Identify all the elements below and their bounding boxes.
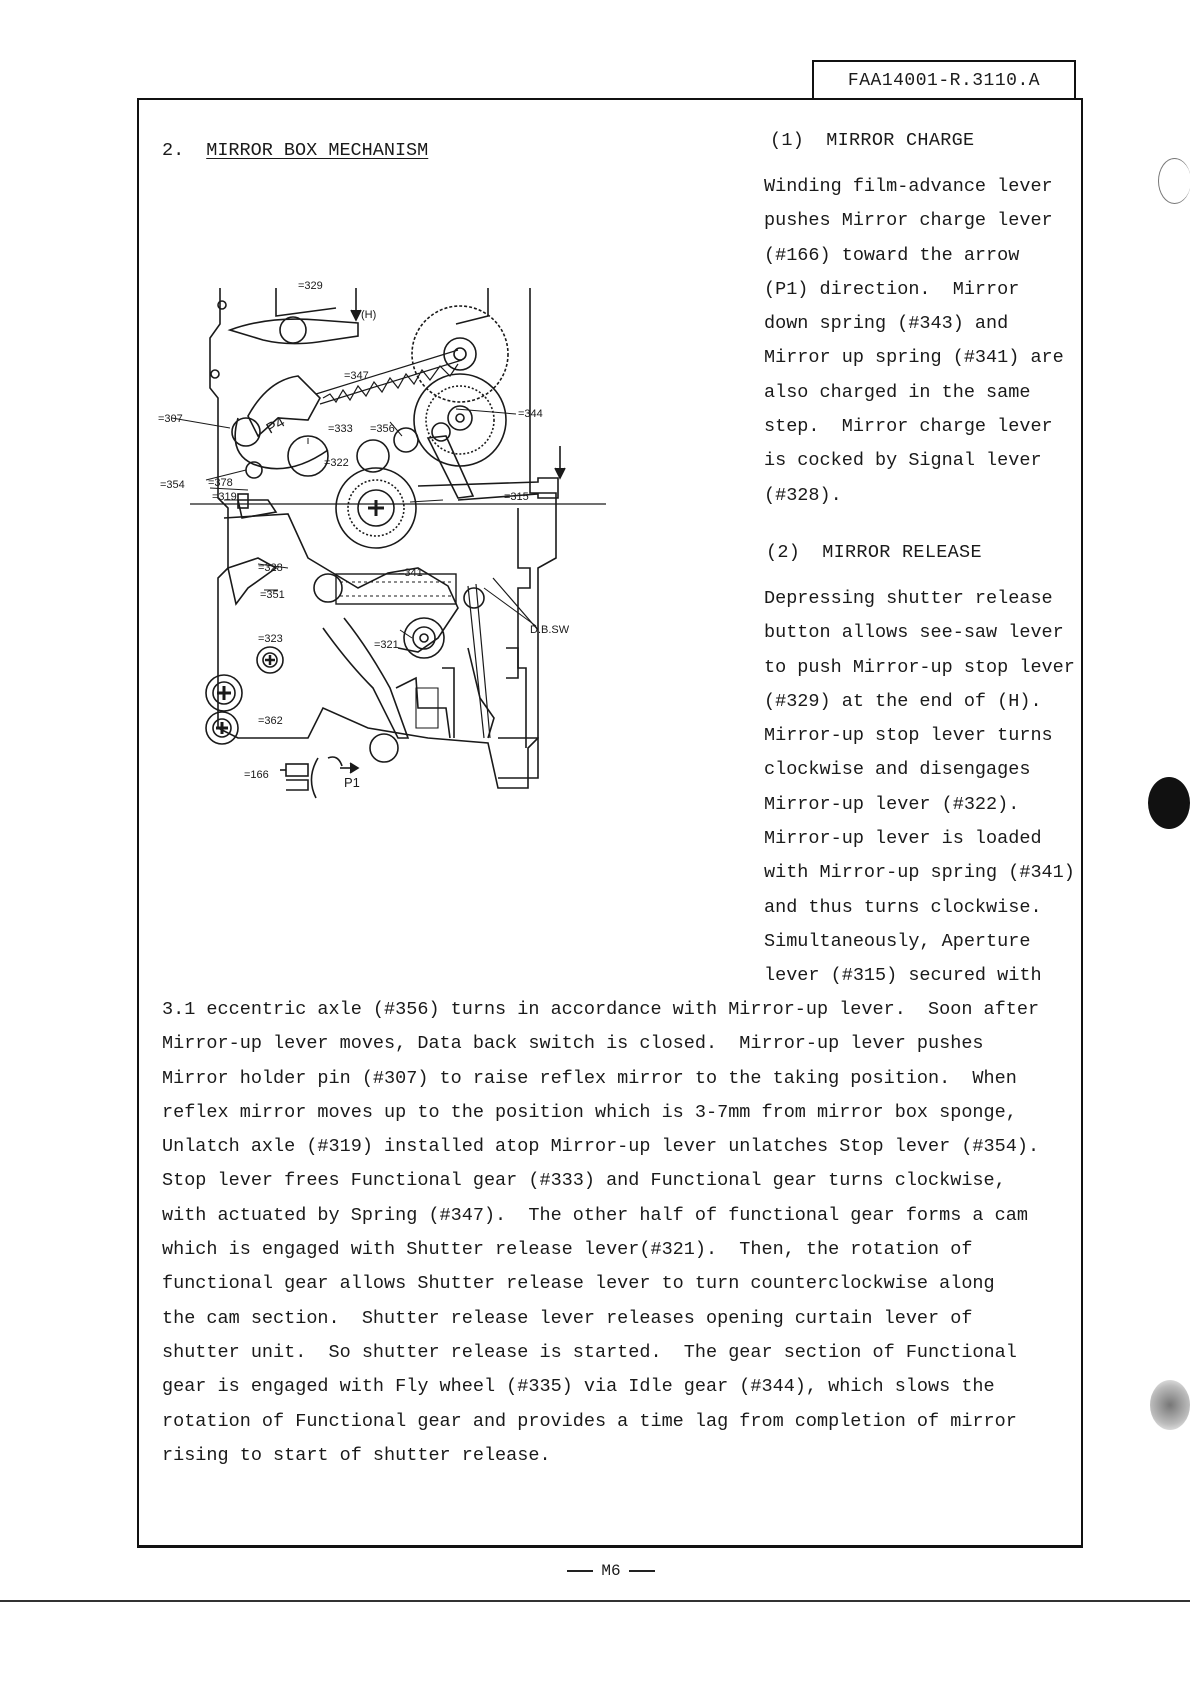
frame-outline bbox=[210, 288, 556, 788]
label-321: =321 bbox=[374, 639, 399, 651]
label-319: =319 bbox=[212, 491, 237, 503]
label-dbsw: D.B.SW bbox=[530, 624, 570, 636]
label-h: (H) bbox=[361, 309, 377, 321]
page-number bbox=[555, 1562, 667, 1580]
label-351: =351 bbox=[260, 589, 285, 601]
label-347: =347 bbox=[344, 370, 369, 382]
label-333: =333 bbox=[328, 423, 353, 435]
body-paragraph: 3.1 eccentric axle (#356) turns in accordance with Mirror-up lever. Soon after Mirror-up lever moves, Data back switch is closed. Mirror-up lever pushes Mirror holder pin (#307) to raise reflex mirror to the taking position. When reflex mirror moves up to the position which is 3-7mm from mirror box sponge, Unlatch axle (#319) installed atop Mirror-up lever unlatches Stop lever (#354). Stop lever frees Functional gear (#333) and Functional gear turns clockwise, with actuated by Spring (#347). The other half of functional gear forms a cam which is engaged with Shutter release lever(#321). Then, the rotation of functional gear allows Shutter release lever to turn counterclockwise along the cam section. Shutter release lever releases opening curtain lever of shutter unit. So shutter release is started. The gear section of Functional gear is engaged with Fly wheel (#335) via Idle gear (#344), which slows the rotation of Functional gear and provides a time lag from completion of mirror rising to start of shutter release. bbox=[162, 999, 1040, 1466]
subsection-mirror-charge-heading bbox=[770, 130, 974, 151]
mirror-box-diagram bbox=[158, 268, 718, 878]
binder-hole-mark bbox=[1150, 1380, 1190, 1430]
subsection-title: MIRROR CHARGE bbox=[826, 130, 975, 151]
binder-hole-mark bbox=[1148, 777, 1190, 829]
section-title bbox=[162, 140, 428, 161]
gear-344 bbox=[414, 374, 506, 466]
mirror-charge-text: Winding film-advance lever pushes Mirror charge lever (#166) toward the arrow (P1) direction. Mirror down spring (#343) and Mirror up spring (#341) are also charged in the same step. Mirror charge lever is cocked by Signal lever (#328). bbox=[764, 176, 1064, 506]
label-315: =315 bbox=[504, 491, 529, 503]
screw-icon bbox=[206, 675, 242, 711]
label-356: =356 bbox=[370, 423, 395, 435]
spring-341 bbox=[336, 574, 456, 604]
label-378: =378 bbox=[208, 477, 233, 489]
label-p4: P4 bbox=[263, 413, 288, 438]
mirror-release-text: Depressing shutter release button allows see-saw lever to push Mirror-up stop lever (#329) at the end of (H). Mirror-up stop lever turns clockwise and disengages Mirror-up lever (#322). Mirror-up lever is loaded with Mirror-up spring (#341) and thus turns clockwise. Simultaneously, Aperture lever (#315) secured with bbox=[764, 588, 1075, 987]
label-341: =341 bbox=[398, 567, 423, 579]
label-323: =323 bbox=[258, 633, 283, 645]
page-number-text: M6 bbox=[601, 1562, 621, 1580]
spring-347 bbox=[316, 350, 462, 404]
screw-icon bbox=[257, 647, 283, 673]
label-329: =329 bbox=[298, 280, 323, 292]
subsection-number: (2) bbox=[766, 542, 801, 563]
subsection-title: MIRROR RELEASE bbox=[822, 542, 982, 563]
document-code: FAA14001-R.3110.A bbox=[812, 60, 1076, 98]
subsection-number: (1) bbox=[770, 130, 805, 151]
label-344: =344 bbox=[518, 408, 543, 420]
label-p1: P1 bbox=[344, 775, 360, 790]
section-number: 2. bbox=[162, 140, 185, 161]
label-307: =307 bbox=[158, 413, 183, 425]
label-322: =322 bbox=[324, 457, 349, 469]
section-title-text: MIRROR BOX MECHANISM bbox=[206, 140, 429, 161]
label-328: =328 bbox=[258, 562, 283, 574]
screw-icon bbox=[206, 712, 238, 744]
lever-315 bbox=[418, 478, 558, 500]
lever-166 bbox=[286, 764, 308, 776]
subsection-mirror-release-heading bbox=[766, 542, 982, 563]
part-329 bbox=[230, 319, 358, 343]
label-362: =362 bbox=[258, 715, 283, 727]
bottom-rule bbox=[0, 1600, 1190, 1602]
binder-hole-mark bbox=[1158, 158, 1190, 204]
label-166: =166 bbox=[244, 769, 269, 781]
label-354: =354 bbox=[160, 479, 185, 491]
